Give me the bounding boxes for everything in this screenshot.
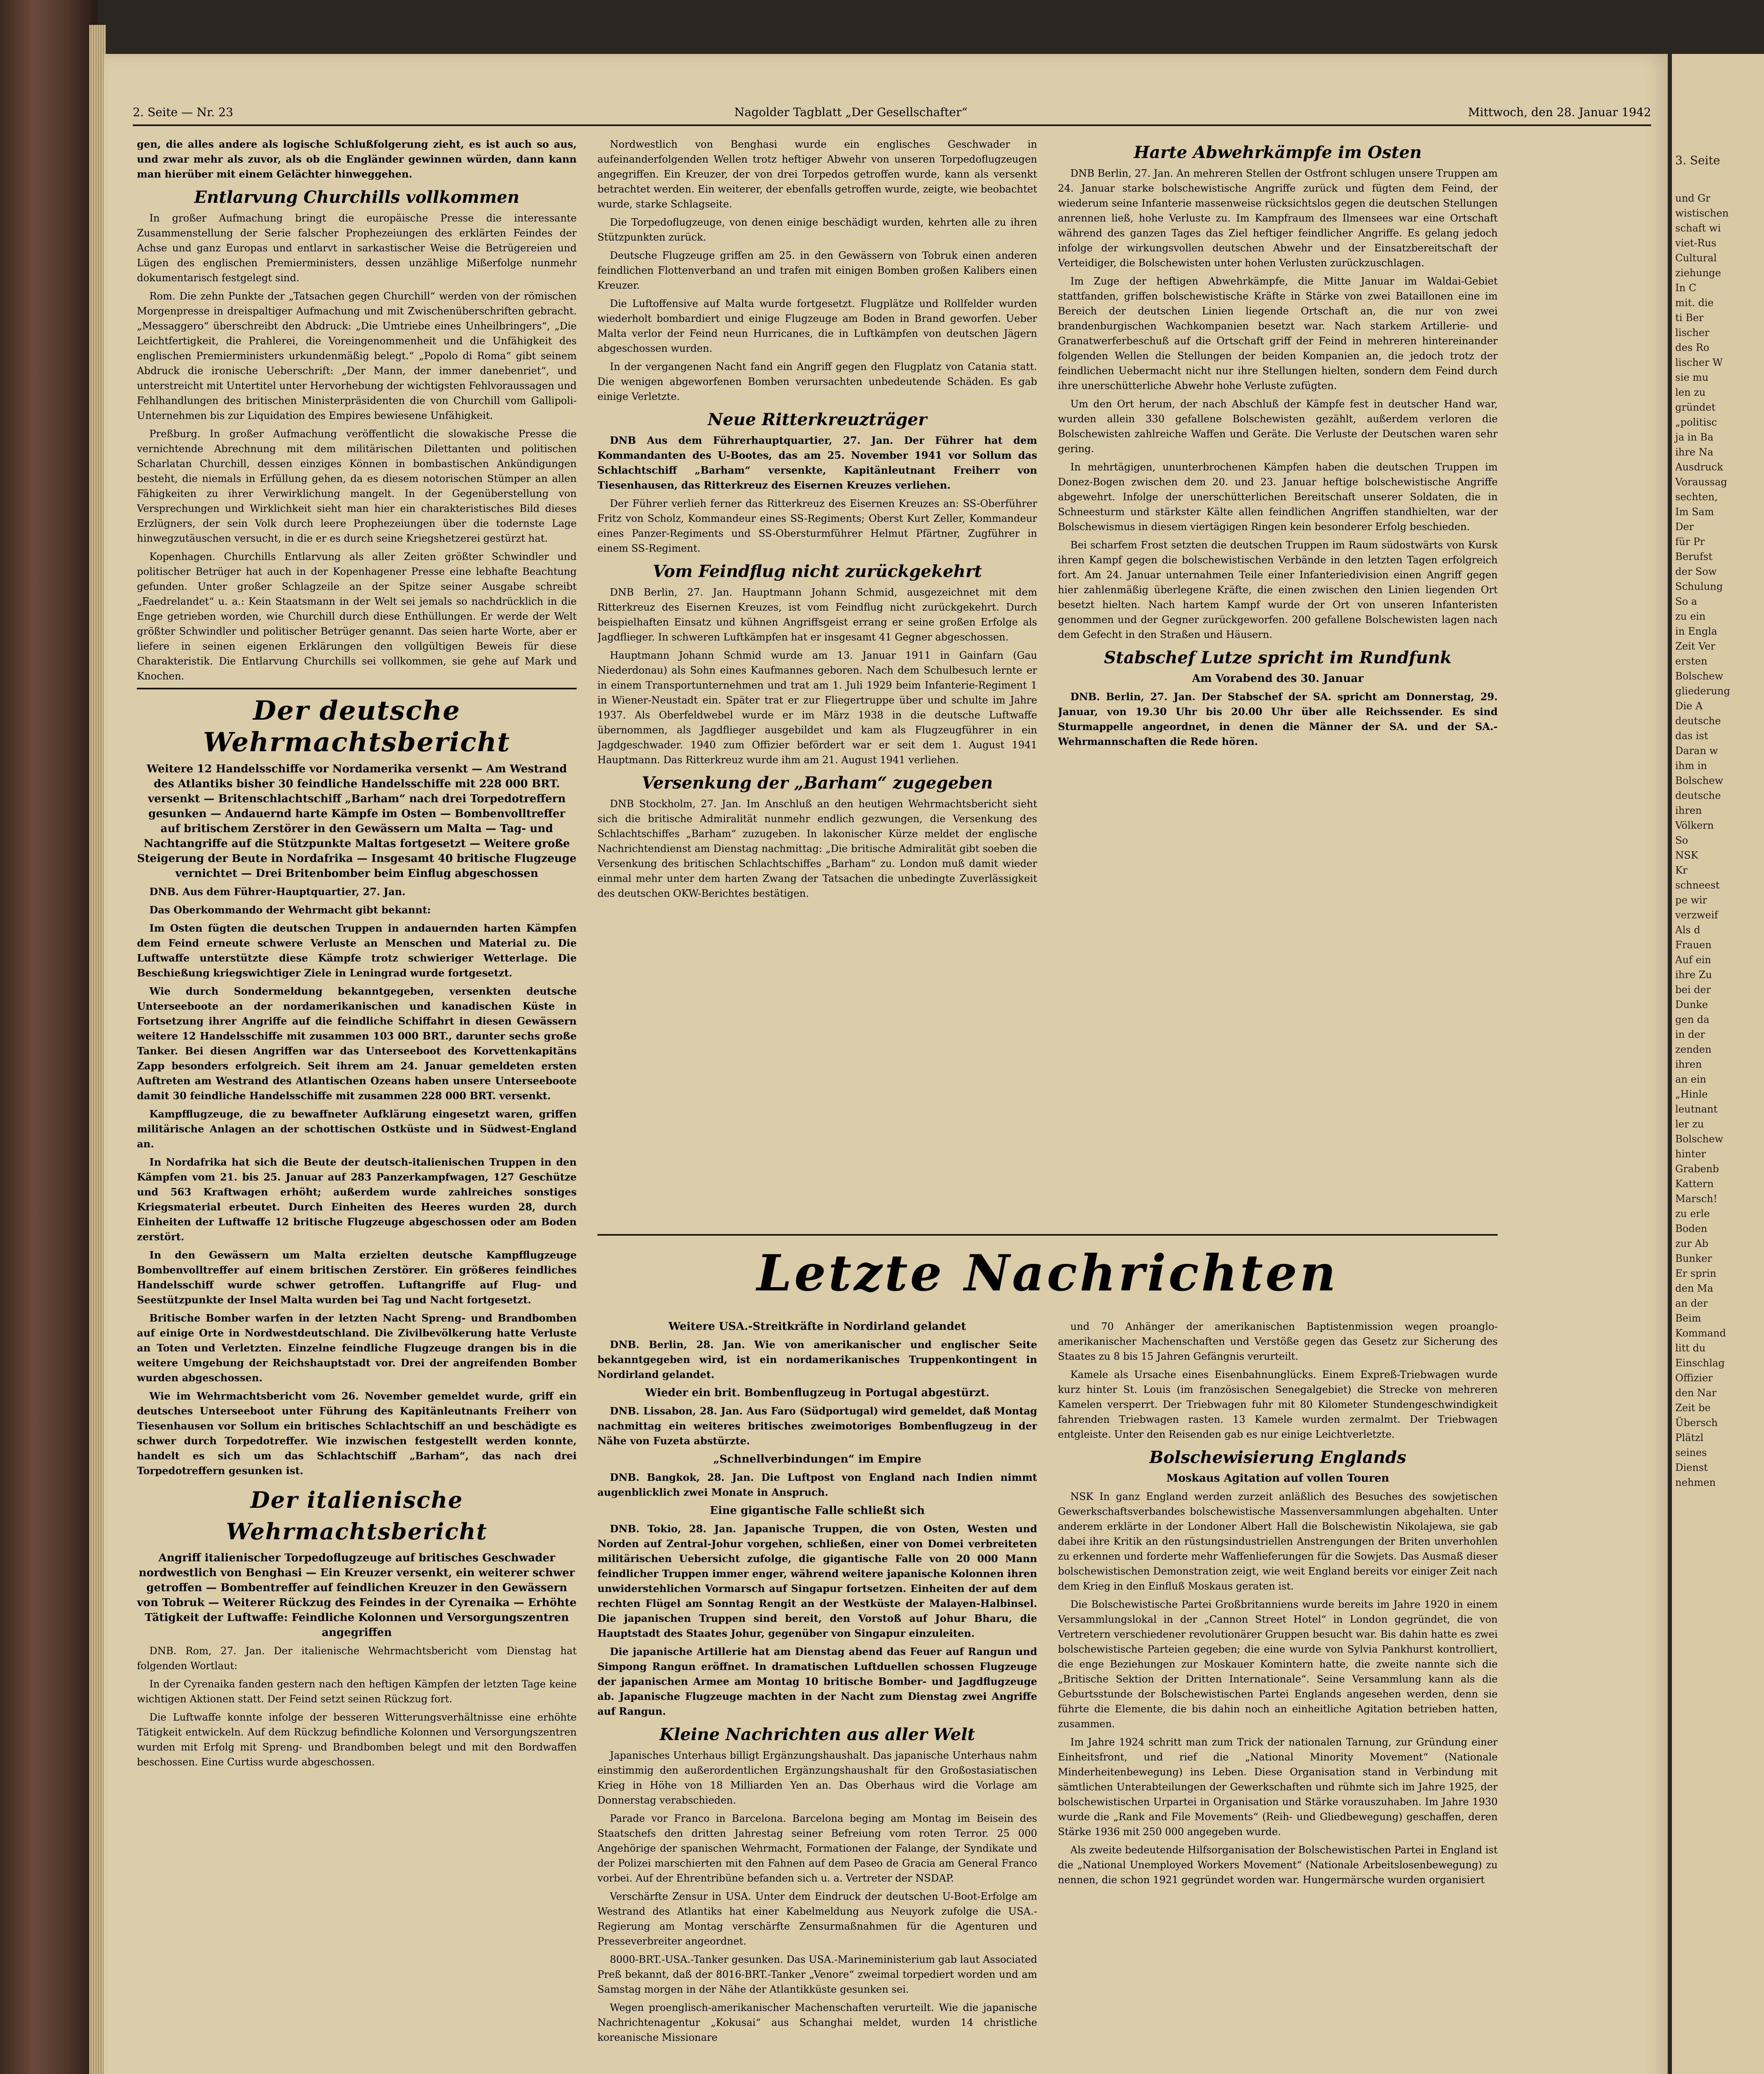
headline-abwehrkaempfe: Harte Abwehrkämpfe im Osten: [1133, 143, 1422, 162]
article-text: Parade vor Franco in Barcelona. Barcelona beging am Montag im Beisein des Staatschefs den dritten Jahrestag seiner Befreiung vom roten Terror. 25 000 Angehörige der spanischen Wehrmacht, Formationen der Falange, der Syndikate und der Polizei marschierten mit den Fahnen auf dem Paseo de Gracia am General Franco vorbei. Auf der Ehrentribüne befanden sich u. a. Vertreter der NSDAP.: [597, 1813, 1037, 1884]
article-text: DNB. Berlin, 28. Jan. Wie von amerikanischer und englischer Seite bekanntgegeben wird, ist ein nordamerikanisches Truppenkontingent in Nordirland gelandet.: [597, 1339, 1037, 1380]
next-page-line: zu ein: [1675, 611, 1706, 622]
article-text: Wie im Wehrmachtsbericht vom 26. November gemeldet wurde, griff ein deutsches Unterseeboot unter Führung des Kapitänleutnants Freiherr von Tiesenhausen vor Sollum ein britisches Schlachtschiff an und beschädigte es schwer durch Torpedotreffer. Wie inzwischen festgestellt werden konnte, handelt es sich um das Schlachtschiff „Barham“, das nach drei Torpedotreffern gesunken ist.: [137, 1390, 577, 1477]
article-text: DNB. Aus dem Führer-Hauptquartier, 27. Jan.: [149, 886, 406, 898]
next-page-line: in Engla: [1675, 626, 1718, 637]
article-text: NSK In ganz England werden zurzeit anläßlich des Besuches des sowjetischen Gewerkschaftsverbandes bolschewistische Massenversammlungen abgehalten. Unter anderem erklärte in der Londoner Albert Hall die Bolschewistin Nikolajewa, sie gab dabei ihre Kritik an den rüstungsindustriellen Anstrengungen der Briten unverhohlen zu erkennen und forderte mehr Waffenlieferungen für die Sowjets. Das Ausmaß dieser bolschewistischen Demonstration zeigt, wie weit England bereits vor einiger Zeit nach dem Krieg in den Einfluß Moskaus geraten ist.: [1058, 1491, 1498, 1592]
article-text: Das Oberkommando der Wehrmacht gibt bekannt:: [149, 904, 431, 916]
next-page-line: sie mu: [1675, 372, 1709, 383]
article-text: Wie durch Sondermeldung bekanntgegeben, versenkten deutsche Unterseeboote an der nordamerikanischen und kanadischen Küste in Fortsetzung ihrer Angriffe auf die feindliche Schiffahrt in diesen Gewässern weitere 12 Handelsschiffe mit zusammen 103 000 BRT., darunter sechs große Tanker. Bei diesen Angriffen war das Unterseeboot des Korvettenkapitäns Zapp besonders erfolgreich. Seit ihrem am 24. Januar gemeldeten ersten Auftreten am Westrand des Atlantischen Ozeans haben unsere Unterseeboote damit 30 feindliche Handelsschiffe mit zusammen 228 000 BRT. versenkt.: [137, 985, 577, 1102]
next-page-line: Übersch: [1675, 1417, 1718, 1429]
next-page-line: Offizier: [1675, 1372, 1713, 1384]
article-text: gen, die alles andere als logische Schlußfolgerung zieht, es ist auch so aus, und zwar mehr als zuvor, als ob die Engländer gewinnen würden, dann kann man hierüber mit einem Gelächter hinweggehen.: [137, 138, 577, 180]
article-text: und 70 Anhänger der amerikanischen Baptistenmission wegen proanglo-amerikanischer Machenschaften und Verstöße gegen das Gesetz zur Sicherung des Staates zu 8 bis 15 Jahren Gefängnis verurteilt.: [1058, 1321, 1498, 1362]
next-page-line: viet-Rus: [1675, 237, 1717, 249]
next-page-line: Dunke: [1675, 999, 1708, 1010]
article-text: DNB. Bangkok, 28. Jan. Die Luftpost von England nach Indien nimmt augenblicklich zwei Monate in Anspruch.: [597, 1471, 1037, 1498]
subheadline: Weitere USA.-Streitkräfte in Nordirland gelandet: [668, 1320, 966, 1333]
next-page-line: Kattern: [1675, 1178, 1714, 1190]
next-page-line: den Ma: [1675, 1283, 1713, 1294]
article-text: Bei scharfem Frost setzten die deutschen Truppen im Raum südostwärts von Kursk ihren Kampf gegen die bolschewistischen Verbände in den letzten Tagen erfolgreich fort. Am 24. Januar unternahmen Teile einer Infanteriedivision einen Angriff gegen hier zahlenmäßig überlegene Kräfte, die einen zwischen den Linien liegenden Ort besetzt hielten. Nach hartem Kampf wurde der Ort von unseren Infanteristen genommen und der Gegner zurückgeworfen. 200 gefallene Bolschewisten lagen nach dem Gefecht in den Straßen und Häusern.: [1058, 539, 1498, 640]
subheadline: Angriff italienischer Torpedoflugzeuge auf britisches Geschwader nordwestlich von Benghasi — Ein Kreuzer versenkt, ein weiterer schwer getroffen — Bombentreffer auf feindlichen Kreuzer in den Gewässern von Tobruk — Weiterer Rückzug des Feindes in der Cyrenaika — Erhöhte Tätigkeit der Luftwaffe: Feindliche Kolonnen und Versorgungszentren angegriffen: [137, 1552, 577, 1639]
page-number: 2. Seite — Nr. 23: [133, 105, 234, 119]
book-binding: [0, 0, 97, 2074]
next-page-line: Bolschew: [1675, 775, 1723, 786]
headline-wehrmachtsbericht: Der deutsche Wehrmachtsbericht: [203, 695, 511, 758]
next-page-line: Einschlag: [1675, 1357, 1725, 1369]
headline-bolschewisierung: Bolschewisierung Englands: [1149, 1448, 1406, 1467]
article-text: DNB Berlin, 27. Jan. An mehreren Stellen der Ostfront schlugen unsere Truppen am 24. Januar starke bolschewistische Angriffe zurück und fügten dem Feind, der wiederum seine Infanterie massenweise rücksichtslos gegen die deutschen Stellungen anrennen ließ, hohe Verluste zu. Im Kampfraum des Ilmensees war eine Ortschaft während des ganzen Tages das Ziel heftiger feindlicher Angriffe. Es gelang jedoch infolge der wirkungsvollen deutschen Abwehr und der Einsatzbereitschaft der Verteidiger, die Bolschewisten unter hohen Verlusten zurückzuschlagen.: [1058, 168, 1498, 269]
headline-ritterkreuz: Neue Ritterkreuzträger: [707, 410, 927, 429]
next-page-line: ziehunge: [1675, 267, 1721, 279]
next-page-line: und Gr: [1675, 192, 1710, 204]
page-header: [133, 100, 1651, 126]
article-text: DNB. Berlin, 27. Jan. Der Stabschef der SA. spricht am Donnerstag, 29. Januar, von 19.30 Uhr bis 20.00 Uhr über alle Reichssender. Es sind Sturmappelle angeordnet, in denen die Männer der SA. und der SA.-Wehrmannschaften die Rede hören.: [1058, 691, 1498, 747]
next-page-line: verzweif: [1675, 909, 1718, 921]
article-text: Wegen proenglisch-amerikanischer Machenschaften verurteilt. Wie die japanische Nachrichtenagentur „Kokusai“ aus Schanghai meldet, wurden 14 christliche koreanische Missionare: [597, 2002, 1037, 2043]
next-page-line: Ausdruck: [1675, 461, 1723, 473]
headline-italienisch: Der italienische Wehrmachtsbericht: [226, 1487, 488, 1545]
article-text: In der Cyrenaika fanden gestern nach den heftigen Kämpfen der letzten Tage keine wichtigen Aktionen statt. Der Feind setzt seinen Rückzug fort.: [137, 1678, 577, 1705]
next-page-line: ihren: [1675, 1059, 1702, 1070]
article-text: Verschärfte Zensur in USA. Unter dem Eindruck der deutschen U-Boot-Erfolge am Westrand des Atlantiks hat einer Kabelmeldung aus Neuyork zufolge die USA.-Regierung am Montag verschärfte Zensurmaßnahmen für die Agenturen und Presseverbreiter angeordnet.: [597, 1891, 1037, 1947]
article-text: Die japanische Artillerie hat am Dienstag abend das Feuer auf Rangun und Simpong Rangun eröffnet. In dramatischen Luftduellen schossen Flugzeuge der japanischen Armee am Montag 10 britische Bomber- und Jagdflugzeuge ab. Japanische Flugzeuge machten in der Nacht zum Dienstag zwei Angriffe auf Rangun.: [597, 1646, 1037, 1717]
next-page-line: lischer: [1675, 327, 1710, 338]
next-page-line: pe wir: [1675, 894, 1707, 906]
next-page-line: len zu: [1675, 387, 1706, 398]
headline-feindflug: Vom Feindflug nicht zurückgekehrt: [653, 562, 982, 581]
next-page-line: „Hinle: [1675, 1088, 1708, 1100]
next-page-line: ihren: [1675, 805, 1702, 816]
next-page-line: ler zu: [1675, 1118, 1704, 1130]
next-page-line: mit. die: [1675, 297, 1714, 309]
article-text: DNB. Lissabon, 28. Jan. Aus Faro (Südportugal) wird gemeldet, daß Montag nachmittag ein weiteres britisches zweimotoriges Bombenflugzeug in der Nähe von Fuzeta abstürzte.: [597, 1405, 1037, 1447]
next-page-line: Daran w: [1675, 745, 1718, 757]
next-page-line: deutsche: [1675, 715, 1721, 727]
next-page-line: In C: [1675, 282, 1696, 294]
next-page-line: Boden: [1675, 1223, 1708, 1234]
article-text: Die Luftwaffe konnte infolge der besseren Witterungsverhältnisse eine erhöhte Tätigkeit entwickeln. Auf dem Rückzug befindliche Kolonnen und Versorgungszentren wurden mit Erfolg mit Spreng- und Brandbomben belegt und mit den Bordwaffen beschossen. Eine Curtiss wurde abgeschossen.: [137, 1711, 577, 1768]
next-page-line: zenden: [1675, 1044, 1712, 1055]
article-text: In mehrtägigen, ununterbrochenen Kämpfen haben die deutschen Truppen im Donez-Bogen zwischen dem 20. und 23. Januar heftige bolschewistische Angriffe abgewehrt. Infolge der unerschütterlichen Bereitschaft unserer Soldaten, die in Schneesturm und stärkster Kälte allen feindlichen Angriffen standhielten, war der Bolschewismus in diesem viertägigen Ringen kein besonderer Erfolg beschieden.: [1058, 461, 1498, 533]
article-text: Rom. Die zehn Punkte der „Tatsachen gegen Churchill“ werden von der römischen Morgenpresse in dreispaltiger Aufmachung und mit Zwischenüberschriften gebracht. „Messaggero“ überschreibt den Abdruck: „Die Umtriebe eines Unheilbringers“, „Die Leichtfertigkeit, die Prahlerei, die Voreingenommenheit und die Unfähigkeit des englischen Premierministers urkundenmäßig belegt.“ „Popolo di Roma“ gibt seinem Abdruck die ironische Ueberschrift: „Der Mann, der immer danebenriet“, und unterstreicht mit Untertitel unter Hervorhebung der wichtigsten Fehlvoraussagen und Fehlhandlungen des britischen Ministerpräsidenten die von Churchill vom Gallipoli-Unternehmen bis zur Liquidation des Empires bewiesene Unfähigkeit.: [137, 290, 577, 421]
article-text: In Nordafrika hat sich die Beute der deutsch-italienischen Truppen in den Kämpfen vom 21. bis 25. Januar auf 283 Panzerkampfwagen, 127 Geschütze und 563 Kraftwagen erhöht; außerdem wurde zahlreiches sonstiges Kriegsmaterial erbeutet. Durch Einheiten des Heeres wurden 28, durch Einheiten der Luftwaffe 12 britische Flugzeuge abgeschossen oder am Boden zerstört.: [137, 1156, 577, 1243]
article-text: In großer Aufmachung bringt die europäische Presse die interessante Zusammenstellung der Serie falscher Prophezeiungen des erklärten Feindes der Achse und ganz Europas und entlarvt in sarkastischer Weise die Betrügereien und Lügen des englischen Premierministers, dessen unzählige Mißerfolge nunmehr dokumentarisch festgelegt sind.: [137, 212, 577, 284]
article-text: Im Jahre 1924 schritt man zum Trick der nationalen Tarnung, zur Gründung einer Einheitsfront, und rief die „National Minority Movement“ (Nationale Minderheitenbewegung) ins Leben. Diese Organisation stand in Verbindung mit sämtlichen Unterabteilungen der Gewerkschaften und rühmte sich im Jahre 1925, der bolschewistischen Urpartei in Organisation und Stärke vorauszuhaben. Im Jahre 1930 wurde die „Rank and File Movements“ (Reih- und Gliedbewegung) geschaffen, deren Stärke 1936 mit 250 000 angegeben wurde.: [1058, 1736, 1498, 1838]
newspaper-title: Nagolder Tagblatt „Der Gesellschafter“: [734, 105, 968, 119]
next-page-line: zur Ab: [1675, 1238, 1708, 1249]
article-text: Als zweite bedeutende Hilfsorganisation der Bolschewistischen Partei in England ist die „National Unemployed Workers Movement“ (Nationale Arbeitslosenbewegung) zu nennen, die schon 1921 gegründet worden war. Hungermärsche wurden organisiert: [1058, 1844, 1498, 1886]
article-text: Kampfflugzeuge, die zu bewaffneter Aufklärung eingesetzt waren, griffen militärische Anlagen an der schottischen Ostküste und in Südwest-England an.: [137, 1108, 577, 1150]
article-text: DNB Stockholm, 27. Jan. Im Anschluß an den heutigen Wehrmachtsbericht sieht sich die britische Admiralität nunmehr endlich gezwungen, die Versenkung des Schlachtschiffes „Barham“ zuzugeben. In lakonischer Kürze meldet der englische Nachrichtendienst am Dienstag nachmittag: „Die britische Admiralität gibt soeben die Versenkung des britischen Schlachtschiffes „Barham“ zu. London muß damit wieder einmal mehr unter dem harten Zwang der Tatsachen die unbedingte Zuverlässigkeit des deutschen OKW-Berichtes bestätigen.: [597, 798, 1037, 899]
next-page-line: deutsche: [1675, 790, 1721, 801]
headline-churchill: Entlarvung Churchills vollkommen: [194, 187, 519, 207]
next-page-line: Der: [1675, 521, 1694, 533]
page-date: Mittwoch, den 28. Januar 1942: [1468, 105, 1651, 119]
next-page-line: Bolschew: [1675, 670, 1723, 682]
article-text: Die Luftoffensive auf Malta wurde fortgesetzt. Flugplätze und Rollfelder wurden wiederholt bombardiert und einige Flugzeuge am Boden in Brand geworfen. Ueber Malta verlor der Feind neun Hurricanes, die in Luftkämpfen von deutschen Jägern abgeschossen wurden.: [597, 298, 1037, 354]
subheadline: Moskaus Agitation auf vollen Touren: [1166, 1472, 1389, 1485]
next-page-line: Im Sam: [1675, 506, 1714, 518]
article-text: Japanisches Unterhaus billigt Ergänzungshaushalt. Das japanische Unterhaus nahm einstimmig den außerordentlichen Ergänzungshaushalt für den Großostasiatischen Krieg in Höhe von 18 Milliarden Yen an. Das Oberhaus wird die Vorlage am Donnerstag verabschieden.: [597, 1750, 1037, 1806]
next-page-line: seines: [1675, 1447, 1707, 1458]
column-1: [137, 137, 577, 2074]
next-page-line: ja in Ba: [1675, 431, 1714, 443]
next-page-line: hinter: [1675, 1148, 1706, 1160]
article-text: DNB Berlin, 27. Jan. Hauptmann Johann Schmid, ausgezeichnet mit dem Ritterkreuz des Eisernen Kreuzes, ist vom Feindflug nicht zurückgekehrt. Durch beispielhaften Einsatz und kühnen Angriffsgeist errang er seine großen Erfolge als Jagdflieger. In schweren Luftkämpfen hat er insgesamt 41 Gegner abgeschossen.: [597, 587, 1037, 643]
next-page-line: Marsch!: [1675, 1193, 1718, 1205]
banner-letzte-nachrichten: Letzte Nachrichten: [757, 1244, 1338, 1302]
article-text: DNB. Tokio, 28. Jan. Japanische Truppen, die von Osten, Westen und Norden auf Zentral-Johur vorgehen, schließen, einer von Domei verbreiteten militärischen Uebersicht zufolge, die gigantische Falle von 20 000 Mann feindlicher Truppen immer enger, während weitere japanische Kolonnen ihren unwiderstehlichen Vormarsch auf Singapur fortsetzen. Einheiten der auf dem rechten Flügel am Sonntag Rengit an der Westküste der Malayen-Halbinsel. Die japanischen Truppen sind bereit, den Vorstoß auf Johur Bharu, die Hauptstadt des Staates Johur, gegenüber von Singapur einzuleiten.: [597, 1523, 1037, 1639]
divider: [137, 688, 577, 689]
next-page-line: leutnant: [1675, 1103, 1718, 1115]
next-page-line: Die A: [1675, 700, 1703, 712]
next-page-line: ihre Na: [1675, 446, 1713, 458]
next-page-line: gen da: [1675, 1014, 1710, 1025]
next-page-line: das ist: [1675, 730, 1708, 742]
article-text: Nordwestlich von Benghasi wurde ein englisches Geschwader in aufeinanderfolgenden Wellen trotz heftiger Abwehr von unseren Torpedoflugzeugen angegriffen. Ein Kreuzer, der von drei Torpedos getroffen wurde, kann als versenkt betrachtet werden. Ein weiterer, der ebenfalls getroffen wurde, zeigte, wie beobachtet wurde, starke Schlagseite.: [597, 139, 1037, 210]
next-page-line: lischer W: [1675, 357, 1723, 368]
next-page-line: ihre Zu: [1675, 969, 1712, 981]
next-page-line: des Ro: [1675, 342, 1710, 353]
next-page-line: an ein: [1675, 1074, 1706, 1085]
next-page-line: Bolschew: [1675, 1133, 1723, 1145]
next-page-line: Auf ein: [1675, 954, 1711, 966]
next-page-text: [1675, 191, 1758, 1490]
next-page-line: Völkern: [1675, 820, 1714, 831]
article-text: Im Osten fügten die deutschen Truppen in andauernden harten Kämpfen dem Feind erneute schwere Verluste an Menschen und Material zu. Die Luftwaffe unterstützte diese Kämpfe trotz schwieriger Wetterlage. Die Beschießung kriegswichtiger Ziele in Leningrad wurde fortgesetzt.: [137, 922, 577, 979]
next-page-line: ersten: [1675, 655, 1708, 667]
column-3: [1058, 137, 1498, 1224]
next-page-line: Schulung: [1675, 581, 1723, 592]
next-page-line: gliederung: [1675, 685, 1730, 697]
next-page-line: Bunker: [1675, 1253, 1712, 1264]
next-page-line: Grabenb: [1675, 1163, 1719, 1175]
next-page-line: in der: [1675, 1029, 1705, 1040]
divider: [597, 1234, 1498, 1236]
article-text: Die Torpedoflugzeuge, von denen einige beschädigt wurden, kehrten alle zu ihren Stützpunkten zurück.: [597, 217, 1037, 243]
next-page-line: Berufst: [1675, 551, 1713, 562]
next-page-line: So: [1675, 835, 1688, 846]
article-text: Im Zuge der heftigen Abwehrkämpfe, die Mitte Januar im Waldai-Gebiet stattfanden, griffen bolschewistische Kräfte in Stärke von zwei Bataillonen eine im Bereich der deutschen Linien liegende Ortschaft an, die nur von zwei brandenburgischen Wachkompanien besetzt war. Nach starkem Artillerie- und Granatwerferbeschuß auf die Ortschaft griff der Feind in mehreren hintereinander folgenden Wellen die Stellungen der beiden Kompanien an, die jedoch trotz der feindlichen Uebermacht nicht nur ihre Stellungen hielten, sondern dem Feind durch ihre unerschütterliche Abwehr hohe Verluste zufügten.: [1058, 275, 1498, 392]
next-page-line: Zeit be: [1675, 1402, 1711, 1414]
next-page-line: ti Ber: [1675, 312, 1704, 324]
column-2: [597, 137, 1037, 1224]
next-page-line: zu erle: [1675, 1208, 1710, 1220]
article-text: Hauptmann Johann Schmid wurde am 13. Januar 1911 in Gainfarn (Gau Niederdonau) als Sohn eines Kaufmannes geboren. Nach dem Schulbesuch lernte er in einem Transportunternehmen und trat am 1. Juli 1929 beim Infanterie-Regiment 1 in Wiener-Neustadt ein. Später trat er zur Fliegertruppe über und schulte im Jahre 1937. Als Oberfeldwebel wurde er im März 1938 in die deutsche Luftwaffe übernommen, als Jagdflieger ausgebildet und kam als Flugzeugführer in ein Jagdgeschwader. 1940 zum Offizier befördert war er seit dem 1. August 1941 Hauptmann. Das Ritterkreuz wurde ihm am 21. August 1941 verliehen.: [597, 650, 1037, 766]
next-page-line: Dienst: [1675, 1462, 1708, 1473]
next-page-line: schneest: [1675, 879, 1720, 891]
next-page-line: sechten,: [1675, 491, 1718, 503]
next-page-line: Voraussag: [1675, 476, 1727, 488]
next-page-line: gründet: [1675, 402, 1715, 413]
next-page-line: Kr: [1675, 864, 1688, 876]
article-text: In den Gewässern um Malta erzielten deutsche Kampfflugzeuge Bombenvolltreffer auf einem britischen Zerstörer. Ein größeres feindliches Handelsschiff wurde schwer getroffen. Luftangriffe auf Flug- und Seestützpunkte der Insel Malta wurden bei Tag und Nacht fortgesetzt.: [137, 1249, 577, 1306]
article-text: Kopenhagen. Churchills Entlarvung als aller Zeiten größter Schwindler und politischer Betrüger hat auch in der Kopenhagener Presse eine lebhafte Beachtung gefunden. Unter großer Schlagzeile an der Spitze seiner Ausgabe schreibt „Faedrelandet“ u. a.: Kein Staatsmann in der Welt sei jemals so nachdrücklich in die Enge getrieben worden, wie Churchill durch diese Enthüllungen. Er werde der Welt größter Schwindler und politischer Betrüger genannt. Das seien harte Worte, aber er liefere in seinen eigenen Erklärungen den vollgültigen Beweis für diese Charakteristik. Die Entlarvung Churchills sei vollkommen, sie gehe auf Mark und Knochen.: [137, 551, 577, 682]
subheadline: Wieder ein brit. Bombenflugzeug in Portugal abgestürzt.: [645, 1387, 990, 1399]
next-page-line: den Nar: [1675, 1387, 1717, 1399]
next-page-line: ihm in: [1675, 760, 1707, 772]
article-text: 8000-BRT.-USA.-Tanker gesunken. Das USA.-Marineministerium gab laut Associated Preß bekannt, daß der 8016-BRT.-Tanker „Venore“ zweimal torpediert worden und am Samstag morgen in der Nähe der Atlantikküste gesunken sei.: [597, 1954, 1037, 1995]
next-page-line: Beim: [1675, 1312, 1701, 1324]
next-page-line: Frauen: [1675, 939, 1712, 951]
next-page-line: Zeit Ver: [1675, 640, 1715, 652]
next-page-line: schaft wi: [1675, 222, 1721, 234]
subheadline: Weitere 12 Handelsschiffe vor Nordamerika versenkt — Am Westrand des Atlantiks bisher 30 feindliche Handelsschiffe mit 228 000 BRT. versenkt — Britenschlachtschiff „Barham“ nach drei Torpedotreffern gesunken — Andauernd harte Kämpfe im Osten — Bombenvolltreffer auf britischem Zerstörer in den Gewässern um Malta — Tag- und Nachtangriffe auf die Stützpunkte Maltas fortgesetzt — Weitere große Steigerung der Beute in Nordafrika — Insgesamt 40 britische Flugzeuge vernichtet — Drei Britenbomber beim Einflug abgeschossen: [137, 763, 577, 880]
next-page-sliver: [1672, 54, 1764, 2074]
subheadline: Eine gigantische Falle schließt sich: [710, 1504, 925, 1517]
article-text: DNB Aus dem Führerhauptquartier, 27. Jan. Der Führer hat dem Kommandanten des U-Bootes, das am 25. November 1941 vor Sollum das Schlachtschiff „Barham“ versenkte, Kapitänleutnant Freiherr von Tiesenhausen, das Ritterkreuz des Eisernen Kreuzes verliehen.: [597, 434, 1037, 491]
headline-barham: Versenkung der „Barham“ zugegeben: [641, 773, 993, 793]
headline-kleine-nachrichten: Kleine Nachrichten aus aller Welt: [659, 1725, 975, 1744]
next-page-header: 3. Seite: [1675, 153, 1720, 167]
column-3-lower: [1058, 1319, 1498, 2074]
page-edges: [89, 25, 106, 2074]
next-page-line: bei der: [1675, 984, 1711, 996]
next-page-line: So a: [1675, 596, 1697, 607]
next-page-line: Cultural: [1675, 252, 1717, 264]
article-text: Der Führer verlieh ferner das Ritterkreuz des Eisernen Kreuzes an: SS-Oberführer Fritz von Scholz, Kommandeur eines SS-Regiments; Oberst Kurt Zeller, Kommandeur eines Panzer-Regiments und SS-Obersturmführer Helmut Pfärtner, Zugführer in einem SS-Regiment.: [597, 498, 1037, 554]
column-2-lower: [597, 1319, 1037, 2074]
next-page-line: „politisc: [1675, 416, 1717, 428]
article-text: Preßburg. In großer Aufmachung veröffentlicht die slowakische Presse die vernichtende Abrechnung mit dem militärischen Dilettanten und politischen Scharlatan Churchill, dessen einziges Können in bombastischen Ankündigungen besteht, die niemals in Erfüllung gehen, da es diesem notorischen Stümper an allen Fähigkeiten zu ihrer Verwirklichung mangelt. In der Gegenüberstellung von Versprechungen und Wirklichkeit sieht man hier ein charakteristisches Bild dieses Erzlügners, der sein Volk durch leere Prophezeiungen über die todernste Lage hinwegzutäuschen versucht, in die er es durch seine Kriegshetzerei gestürzt hat.: [137, 428, 577, 544]
next-page-line: NSK: [1675, 850, 1698, 861]
article-text: Die Bolschewistische Partei Großbritanniens wurde bereits im Jahre 1920 in einem Versammlungslokal in der „Cannon Street Hotel“ in London gegründet, die von Vertretern verschiedener revolutionärer Gruppen besucht war. Bis dahin hatte es zwei bolschewistische Parteien gegeben; die eine wurde von Sylvia Pankhurst kontrolliert, die enge Beziehungen zur Moskauer Komintern hatte, die zweite nannte sich die „Britische Sektion der Dritten Internationale“. Seine Versammlung kann als die Geburtsstunde der Bolschewistischen Partei Englands angesehen werden, denn sie führte die Elemente, die bis dahin noch an einheitliche Agitation betrieben hatten, zusammen.: [1058, 1599, 1498, 1730]
next-page-line: für Pr: [1675, 536, 1705, 548]
next-page-line: an der: [1675, 1297, 1708, 1309]
article-text: Britische Bomber warfen in der letzten Nacht Spreng- und Brandbomben auf einige Orte in Nordwestdeutschland. Die Zivilbevölkerung hatte Verluste an Toten und Verletzten. Einzelne feindliche Flugzeuge drangen bis in die weitere Umgebung der Reichshauptstadt vor. Drei der angreifenden Bomber wurden abgeschossen.: [137, 1312, 577, 1384]
next-page-line: der Sow: [1675, 566, 1717, 577]
next-page-line: Kommand: [1675, 1327, 1726, 1339]
article-text: In der vergangenen Nacht fand ein Angriff gegen den Flugplatz von Catania statt. Die wenigen abgeworfenen Bomben verursachten unbedeutende Schäden. Es gab einige Verletzte.: [597, 361, 1037, 402]
article-text: Kamele als Ursache eines Eisenbahnunglücks. Einem Expreß-Triebwagen wurde kurz hinter St. Louis (im französischen Senegalgebiet) die Strecke von mehreren Kamelen versperrt. Der Triebwagen fuhr mit 80 Kilometer Stundengeschwindigkeit fahrenden Triebwagen rasten. 13 Kamele wurden zermalmt. Der Triebwagen entgleiste. Unter den Reisenden gab es nur einige Leichtverletzte.: [1058, 1369, 1498, 1440]
subheadline: „Schnellverbindungen“ im Empire: [713, 1453, 921, 1465]
next-page-line: Plätzl: [1675, 1432, 1704, 1444]
subheadline: Am Vorabend des 30. Januar: [1192, 672, 1364, 685]
headline-lutze: Stabschef Lutze spricht im Rundfunk: [1104, 648, 1452, 667]
article-text: DNB. Rom, 27. Jan. Der italienische Wehrmachtsbericht vom Dienstag hat folgenden Wortlaut:: [137, 1645, 577, 1672]
next-page-line: Als d: [1675, 924, 1701, 936]
next-page-line: nehmen: [1675, 1477, 1716, 1488]
next-page-line: wistischen: [1675, 207, 1729, 219]
article-text: Um den Ort herum, der nach Abschluß der Kämpfe fest in deutscher Hand war, wurden allein 330 gefallene Bolschewisten gezählt, außerdem verloren die Bolschewisten zahlreiche Waffen und Geräte. Die Verluste der Deutschen waren sehr gering.: [1058, 398, 1498, 455]
next-page-line: Er sprin: [1675, 1268, 1716, 1279]
next-page-line: litt du: [1675, 1342, 1706, 1354]
article-text: Deutsche Flugzeuge griffen am 25. in den Gewässern von Tobruk einen anderen feindlichen Flottenverband an und trafen mit einigen Bomben großen Kalibers einen Kreuzer.: [597, 250, 1037, 291]
